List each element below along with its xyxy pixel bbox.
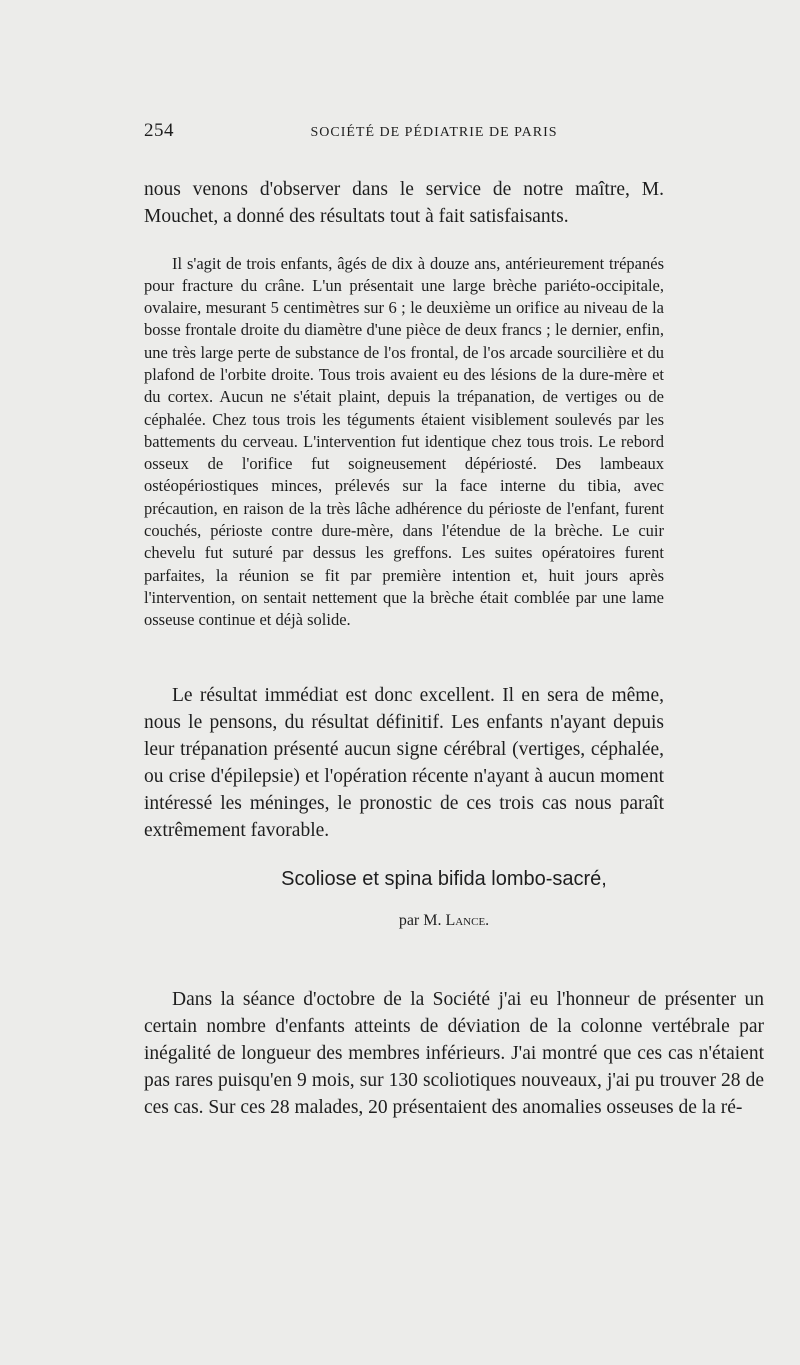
paragraph-conclusion: Le résultat immédiat est donc excellent. Il en sera de même, nous le pensons, du résultat définitif. Les enfants n'ayant depuis leur trépanation présenté aucun signe cérébral (vertiges, céphalée, ou crise d'épilepsie) et l'opération récente n'ayant à aucun moment intéressé les méninges, le pronostic de ces trois cas nous paraît extrêmement favorable. [144,684,664,841]
section-byline [144,912,744,930]
byline-author: Lance. [445,912,490,929]
byline-prefix: par M. [398,912,442,929]
running-title: SOCIÉTÉ DE PÉDIATRIE DE PARIS [310,125,558,140]
page-number: 254 [144,120,174,141]
section-title: Scoliose et spina bifida lombo-sacré, [281,868,607,890]
page-header [144,120,664,142]
paragraph-case-description: Il s'agit de trois enfants, âgés de dix à douze ans, antérieurement trépanés pour fracture du crâne. L'un présentait une large brèche pariéto-occipitale, ovalaire, mesurant 5 centimètres sur 6 ; le deuxième un orifice au niveau de la bosse frontale droite du diamètre d'une pièce de deux francs ; le dernier, enfin, une très large perte de substance de l'os frontal, de l'os arcade sourcilière et du plafond de l'orbite droite. Tous trois avaient eu des lésions de la dure-mère et du cortex. Aucun ne s'était plaint, depuis la trépanation, de vertiges ou de céphalée. Chez tous trois les téguments étaient visiblement soulevés par les battements du cerveau. L'intervention fut identique chez tous trois. Le rebord osseux de l'orifice fut soigneusement dépériosté. Des lambeaux ostéopériostiques minces, prélevés sur la face interne du tibia, avec précaution, en raison de la très lâche adhérence du périoste de l'enfant, furent couchés, périoste contre dure-mère, dans l'étendue de la brèche. Le cuir chevelu fut suturé par dessus les greffons. Les suites opératoires furent parfaites, la réunion se fit par première intention et, huit jours après l'intervention, on sentait nettement que la brèche était comblée par une lame osseuse continue et déjà solide. [144,253,664,630]
paragraph-section-body: Dans la séance d'octobre de la Société j'ai eu l'honneur de présenter un certain nombre d'enfants atteints de déviation de la colonne vertébrale par inégalité de longueur des membres inférieurs. J'ai montré que ces cas n'étaient pas rares puisqu'en 9 mois, sur 130 scoliotiques nouveaux, j'ai pu trouver 28 de ces cas. Sur ces 28 malades, 20 présentaient des anomalies osseuses de la ré- [144,988,764,1118]
paragraph-intro: nous venons d'observer dans le service de notre maître, M. Mouchet, a donné des résultats tout à fait satisfaisants. [144,178,664,227]
